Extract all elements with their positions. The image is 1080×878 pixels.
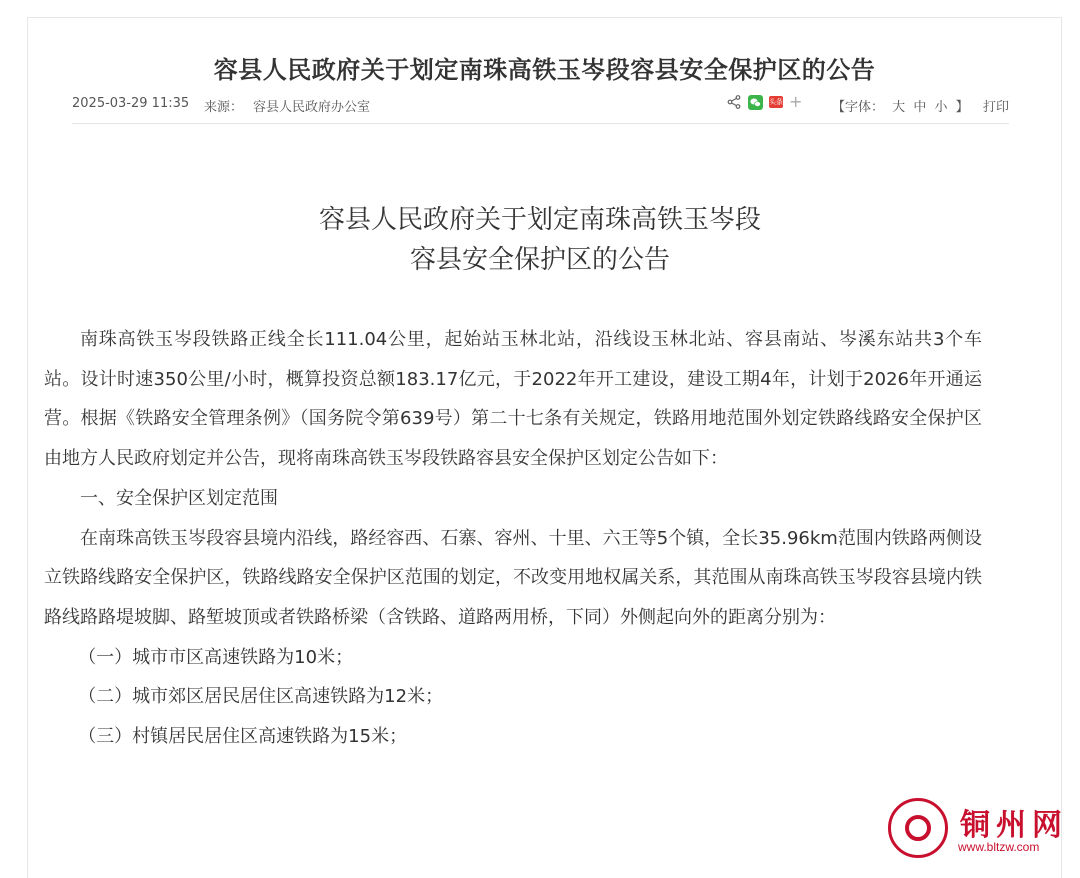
watermark-name: 铜州网 [960,808,1068,843]
source-name: 容县人民政府办公室 [253,100,371,115]
toutiao-icon[interactable]: 头条 [769,98,783,106]
watermark-url: www.bltzw.com [958,840,1040,854]
list-item: （三）村镇居民居住区高速铁路为15米； [78,726,408,748]
font-size-small[interactable]: 小 [934,100,948,115]
watermark-logo-icon [888,798,948,858]
paragraph: 在南珠高铁玉岑段容县境内沿线，路经容西、石寨、容州、十里、六王等5个镇，全长35.96km范围内铁路两侧设立铁路线路安全保护区，铁路线路安全保护区范围的划定，不改变用地权属关系，其范围从南珠高铁玉岑段容县境内铁路线路路堤坡脚、路堑坡顶或者铁路桥梁（含铁路、道路两用桥，下同）外侧起向外的距离分别为： [44,527,982,628]
list-item: （一）城市市区高速铁路为10米； [78,646,354,668]
document-body [44,320,982,757]
list-item: （二）城市郊区居民居住区高速铁路为12米； [78,686,444,708]
share-bar [726,94,802,110]
plus-icon[interactable]: + [789,92,803,111]
font-size-medium[interactable]: 中 [913,100,927,115]
share-icon[interactable] [726,94,742,110]
font-size-label: 【字体： [832,100,885,115]
section-heading: 一、安全保护区划定范围 [80,487,278,509]
paragraph: 南珠高铁玉岑段铁路正线全长111.04公里，起始站玉林北站，沿线设玉林北站、容县南站、岑溪东站共3个车站。设计时速350公里/小时，概算投资总额183.17亿元，于2022年开工建设，建设工期4年，计划于2026年开通运营。根据《铁路安全管理条例》（国务院令第639号）第二十七条有关规定，铁路用地范围外划定铁路线路安全保护区由地方人民政府划定并公告，现将南珠高铁玉岑段铁路容县安全保护区划定公告如下： [44,329,982,470]
wechat-icon[interactable] [748,95,763,110]
watermark [888,798,1078,862]
source-label: 来源： [204,100,244,115]
document-title-line-2: 容县安全保护区的公告 [409,245,670,275]
font-size-close: 】 [955,100,969,115]
divider [72,123,1009,124]
print-button[interactable]: 打印 [982,100,1009,115]
source [204,96,370,115]
document-title [0,200,1080,280]
font-size-large[interactable]: 大 [892,100,906,115]
font-size-control [830,96,971,115]
publish-date: 2025-03-29 11:35 [72,96,190,111]
document-title-line-1: 容县人民政府关于划定南珠高铁玉岑段 [318,205,761,235]
page-title: 容县人民政府关于划定南珠高铁玉岑段容县安全保护区的公告 [213,56,876,84]
article-meta [72,92,1009,124]
